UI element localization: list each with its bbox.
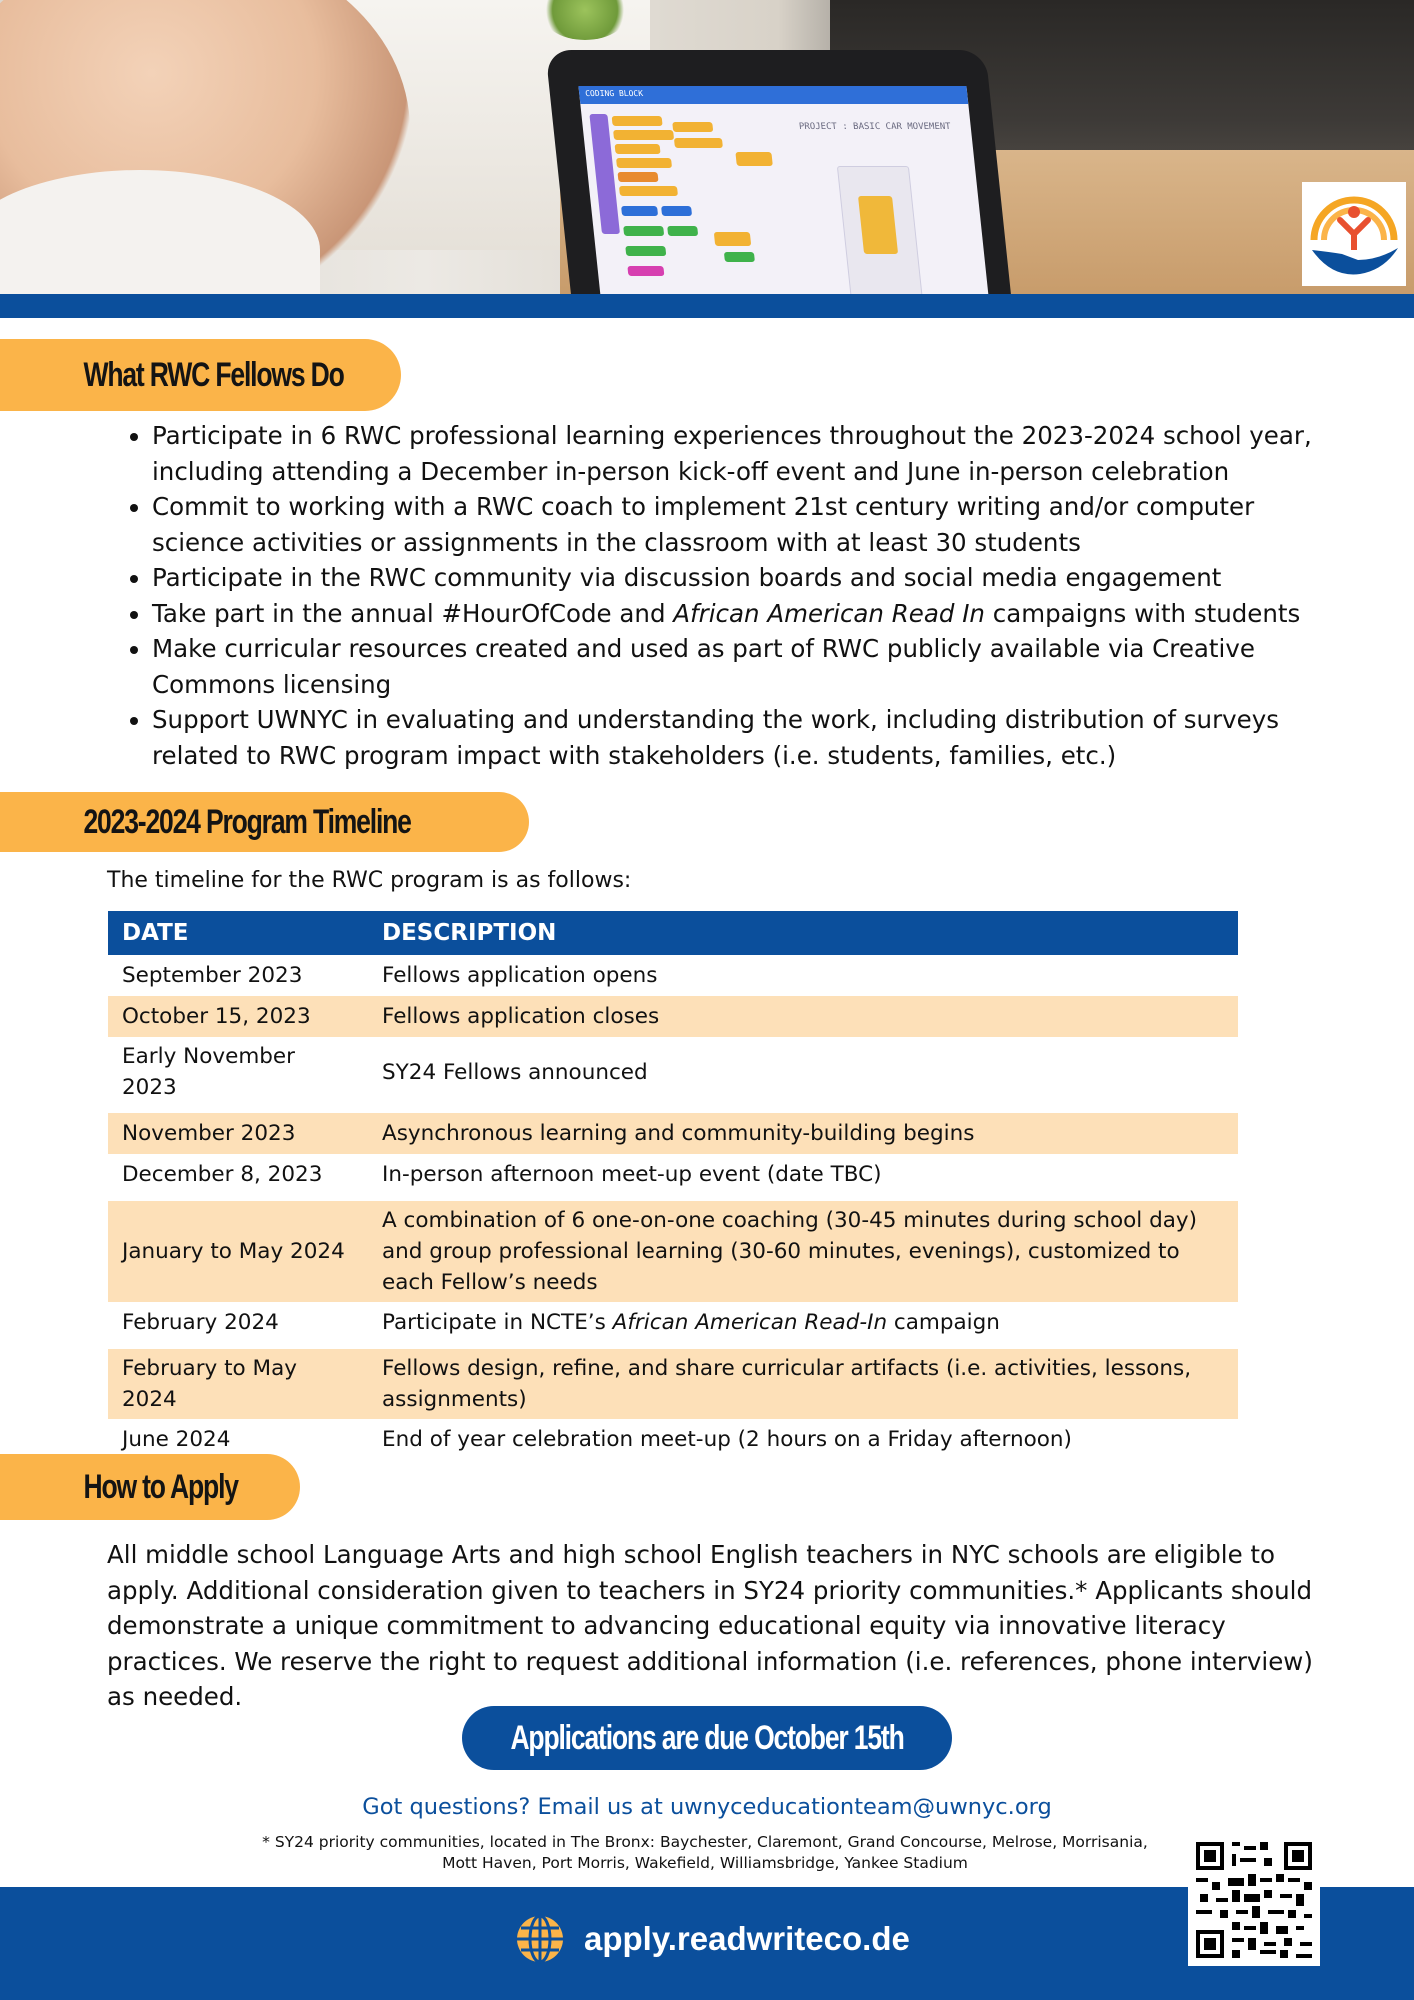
row-description	[368, 1302, 1238, 1346]
list-item: • Participate in 6 RWC professional learning experiences throughout the 2023-2024 school year, including attending a December in-person kick-off event and June in-person celebration	[152, 418, 1352, 489]
list-item: • Participate in the RWC community via discussion boards and social media engagement	[152, 560, 1352, 596]
section-title: What RWC Fellows Do	[83, 355, 344, 394]
united-way-logo	[1302, 182, 1406, 286]
contact-email-link[interactable]: Got questions? Email us at uwnyceducationteam@uwnyc.org	[362, 1794, 1052, 1820]
table-row	[108, 1346, 1238, 1419]
list-item: • Support UWNYC in evaluating and understanding the work, including distribution of surveys related to RWC program impact with stakeholders (i.e. students, families, etc.)	[152, 702, 1352, 773]
list-item-text: Take part in the annual #HourOfCode and	[152, 598, 674, 628]
row-date: February 2024	[108, 1302, 368, 1346]
row-date: June 2024	[108, 1419, 368, 1460]
apply-url-link[interactable]: apply.readwriteco.de	[584, 1920, 910, 1957]
row-description-text: campaign	[887, 1310, 1000, 1335]
table-row	[108, 1037, 1238, 1110]
row-date: November 2023	[108, 1110, 368, 1154]
section-heading-timeline	[0, 792, 529, 852]
deadline-banner	[462, 1706, 952, 1770]
table-row	[108, 1302, 1238, 1346]
row-date: February to May 2024	[108, 1346, 368, 1419]
row-description: Fellows design, refine, and share curricular artifacts (i.e. activities, lessons, assignments)	[368, 1346, 1238, 1419]
table-row	[108, 1154, 1238, 1198]
row-date: October 15, 2023	[108, 996, 368, 1037]
row-description: Asynchronous learning and community-building begins	[368, 1110, 1238, 1154]
list-item-italic: African American Read In	[673, 598, 985, 628]
table-row	[108, 955, 1238, 996]
priority-communities-footnote: * SY24 priority communities, located in The Bronx: Baychester, Claremont, Grand Concourse, Melrose, Morrisania, Mott Haven, Port Morris, Wakefield, Williamsbridge, Yankee Stadium	[262, 1833, 1148, 1872]
section-title: 2023-2024 Program Timeline	[83, 802, 411, 841]
hero-photo	[0, 0, 1414, 294]
table-row	[108, 996, 1238, 1037]
row-description: Fellows application opens	[368, 955, 1238, 996]
timeline-intro: The timeline for the RWC program is as follows:	[107, 868, 632, 893]
table-row	[108, 1419, 1238, 1460]
row-description-italic: African American Read-In	[612, 1310, 888, 1335]
deadline-text: Applications are due October 15th	[510, 1718, 904, 1757]
list-item	[152, 596, 1352, 632]
table-row	[108, 1110, 1238, 1154]
screen-title: CODING BLOCK	[584, 89, 644, 98]
list-item: • Make curricular resources created and used as part of RWC publicly available via Creative Commons licensing	[152, 631, 1352, 702]
fellows-duties-list	[122, 418, 1352, 773]
row-date: December 8, 2023	[108, 1154, 368, 1198]
globe-icon	[515, 1914, 565, 1964]
screen-caption: PROJECT : BASIC CAR MOVEMENT	[798, 122, 952, 132]
row-date: September 2023	[108, 955, 368, 996]
row-date: January to May 2024	[108, 1198, 368, 1302]
row-description: Fellows application closes	[368, 996, 1238, 1037]
section-heading-fellows	[0, 339, 401, 411]
qr-code[interactable]	[1188, 1834, 1320, 1966]
row-date: Early November 2023	[108, 1037, 368, 1110]
section-title: How to Apply	[83, 1467, 238, 1506]
hero-blue-stripe	[0, 294, 1414, 318]
table-header-row	[108, 911, 1238, 955]
row-description: End of year celebration meet-up (2 hours on a Friday afternoon)	[368, 1419, 1238, 1460]
column-header-description: DESCRIPTION	[368, 911, 1238, 955]
column-header-date: DATE	[108, 911, 368, 955]
list-item-text: campaigns with students	[984, 598, 1301, 628]
hero-laptop-screen	[578, 86, 989, 294]
table-row	[108, 1198, 1238, 1302]
list-item: • Commit to working with a RWC coach to implement 21st century writing and/or computer science activities or assignments in the classroom with at least 30 students	[152, 489, 1352, 560]
row-description-text: Participate in NCTE’s	[382, 1310, 613, 1335]
row-description: SY24 Fellows announced	[368, 1037, 1238, 1110]
timeline-table	[108, 911, 1238, 1460]
section-heading-apply	[0, 1454, 300, 1520]
row-description: A combination of 6 one-on-one coaching (30-45 minutes during school day) and group professional learning (30-60 minutes, evenings), customized to each Fellow’s needs	[368, 1198, 1238, 1302]
apply-description: All middle school Language Arts and high school English teachers in NYC schools are eligible to apply. Additional consideration given to teachers in SY24 priority communities.* Applicants should demonstrate a unique commitment to advancing educational equity via innovative literacy practices. We reserve the right to request additional information (i.e. references, phone interview) as needed.	[107, 1540, 1313, 1711]
row-description: In-person afternoon meet-up event (date TBC)	[368, 1154, 1238, 1198]
